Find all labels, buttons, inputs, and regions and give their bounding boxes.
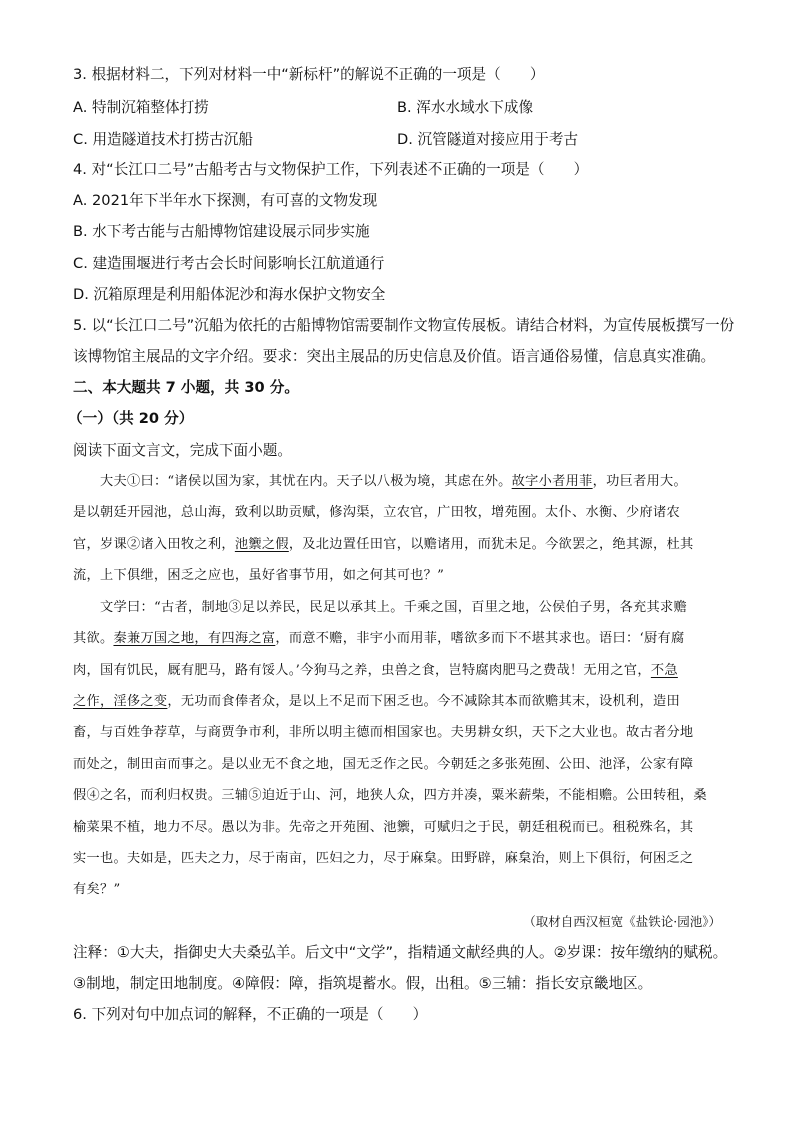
q3-option-c: C. 用造隧道技术打捞古沉船 <box>73 131 254 148</box>
notes-line1: 注释：①大夫，指御史大夫桑弘羊。后文中“文学”，指精通文献经典的人。②岁课：按年缴纳的赋税。 <box>73 944 728 961</box>
q4-option-b: B. 水下考古能与古船博物馆建设展示同步实施 <box>73 223 370 240</box>
q3-option-a: A. 特制沉箱整体打捞 <box>73 99 209 116</box>
underlined-phrase-3: 秦兼万国之地，有四海之富 <box>113 631 276 646</box>
question-3-stem: 3. 根据材料二，下列对材料一中“新标杆”的解说不正确的一项是（ ） <box>73 66 545 83</box>
passage-p1-line2: 是以朝廷开园池，总山海，致利以助贡赋，修沟渠，立农官，广田牧，增苑囿。太仆、水衡、少府诸农 <box>73 505 680 520</box>
passage-p2-line3: 肉，国有饥民，厩有肥马，路有馁人。’今狗马之养，虫兽之食，岂特腐肉肥马之费哉！无用之官，不急 <box>73 663 678 678</box>
passage-p1-line3: 官，岁课②诸入田牧之利，池籞之假，及北边置任田官，以赡诸用，而犹未足。今欲罢之，绝其源，杜其 <box>73 537 694 552</box>
question-4-stem: 4. 对“长江口二号”古船考古与文物保护工作，下列表述不正确的一项是（ ） <box>73 161 589 178</box>
underlined-phrase-2: 池籞之假 <box>234 537 289 552</box>
question-6-stem: 6. 下列对句中加点词的解释，不正确的一项是（ ） <box>73 1006 428 1023</box>
section-2-title: 二、本大题共 7 小题，共 30 分。 <box>73 379 299 396</box>
reading-instruction: 阅读下面文言文，完成下面小题。 <box>73 442 292 459</box>
passage-p2-line7: 假④之名，而利归权贵。三辅⑤迫近于山、河，地狭人众，四方并凑，粟米薪柴，不能相赡。公田转租，桑 <box>73 788 707 803</box>
passage-p2-line2: 其欲。秦兼万国之地，有四海之富，而意不赡，非宇小而用菲，嗜欲多而下不堪其求也。语曰：‘厨有腐 <box>73 631 685 646</box>
question-5-line2: 该博物馆主展品的文字介绍。要求：突出主展品的历史信息及价值。语言通俗易懂，信息真实准确。 <box>73 348 716 365</box>
passage-p2-line8: 榆菜果不植，地力不尽。愚以为非。先帝之开苑囿、池籞，可赋归之于民，朝廷租税而已。租税殊名，其 <box>73 820 694 835</box>
passage-p2-line1: 文学曰：“古者，制地③足以养民，民足以承其上。千乘之国，百里之地，公侯伯子男，各充其求赡 <box>100 600 687 615</box>
section-2-part1: （一）（共 20 分） <box>68 410 194 427</box>
notes-line2: ③制地，制定田地制度。④障假：障，指筑堤蓄水。假，出租。⑤三辅：指长安京畿地区。 <box>73 975 653 992</box>
q4-option-a: A. 2021年下半年水下探测，有可喜的文物发现 <box>73 192 378 209</box>
passage-p2-line6: 而处之，制田亩而事之。是以业无不食之地，国无乏作之民。今朝廷之多张苑囿、公田、池泽，公家有障 <box>73 757 694 772</box>
passage-source: （取材自西汉桓宽《盐铁论·园池》） <box>523 914 721 929</box>
passage-p2-line9: 实一也。夫如是，匹夫之力，尽于南亩，匹妇之力，尽于麻枲。田野辟，麻枲治，则上下俱衍，何困乏之 <box>73 851 694 866</box>
q3-option-b: B. 浑水水域水下成像 <box>397 99 534 116</box>
q4-option-c: C. 建造围堰进行考古会长时间影响长江航道通行 <box>73 255 385 272</box>
passage-p2-line5: 畜，与百姓争荐草，与商贾争市利，非所以明主德而相国家也。夫男耕女织，天下之大业也。故古者分地 <box>73 725 694 740</box>
underlined-phrase-1: 故字小者用菲 <box>511 474 593 489</box>
passage-p2-line10: 有矣？” <box>73 882 121 897</box>
question-5-line1: 5. 以“长江口二号”沉船为依托的古船博物馆需要制作文物宣传展板。请结合材料，为宣传展板撰写一份 <box>73 317 735 334</box>
passage-p2-line4: 之作，淫侈之变，无功而食俸者众，是以上不足而下困乏也。今不减除其本而欲赡其末，设机利，造田 <box>73 694 680 709</box>
underlined-phrase-4b: 之作，淫侈之变 <box>73 694 168 709</box>
passage-p1-line4: 流，上下俱绁，困乏之应也，虽好省事节用，如之何其可也？” <box>73 568 445 583</box>
q4-option-d: D. 沉箱原理是利用船体泥沙和海水保护文物安全 <box>73 286 386 303</box>
underlined-phrase-4a: 不急 <box>650 663 678 678</box>
q3-option-d: D. 沉管隧道对接应用于考古 <box>397 131 579 148</box>
passage-p1-line1: 大夫①曰：“诸侯以国为家，其忧在内。天子以八极为境，其虑在外。故字小者用菲，功巨者用大。 <box>100 474 688 489</box>
